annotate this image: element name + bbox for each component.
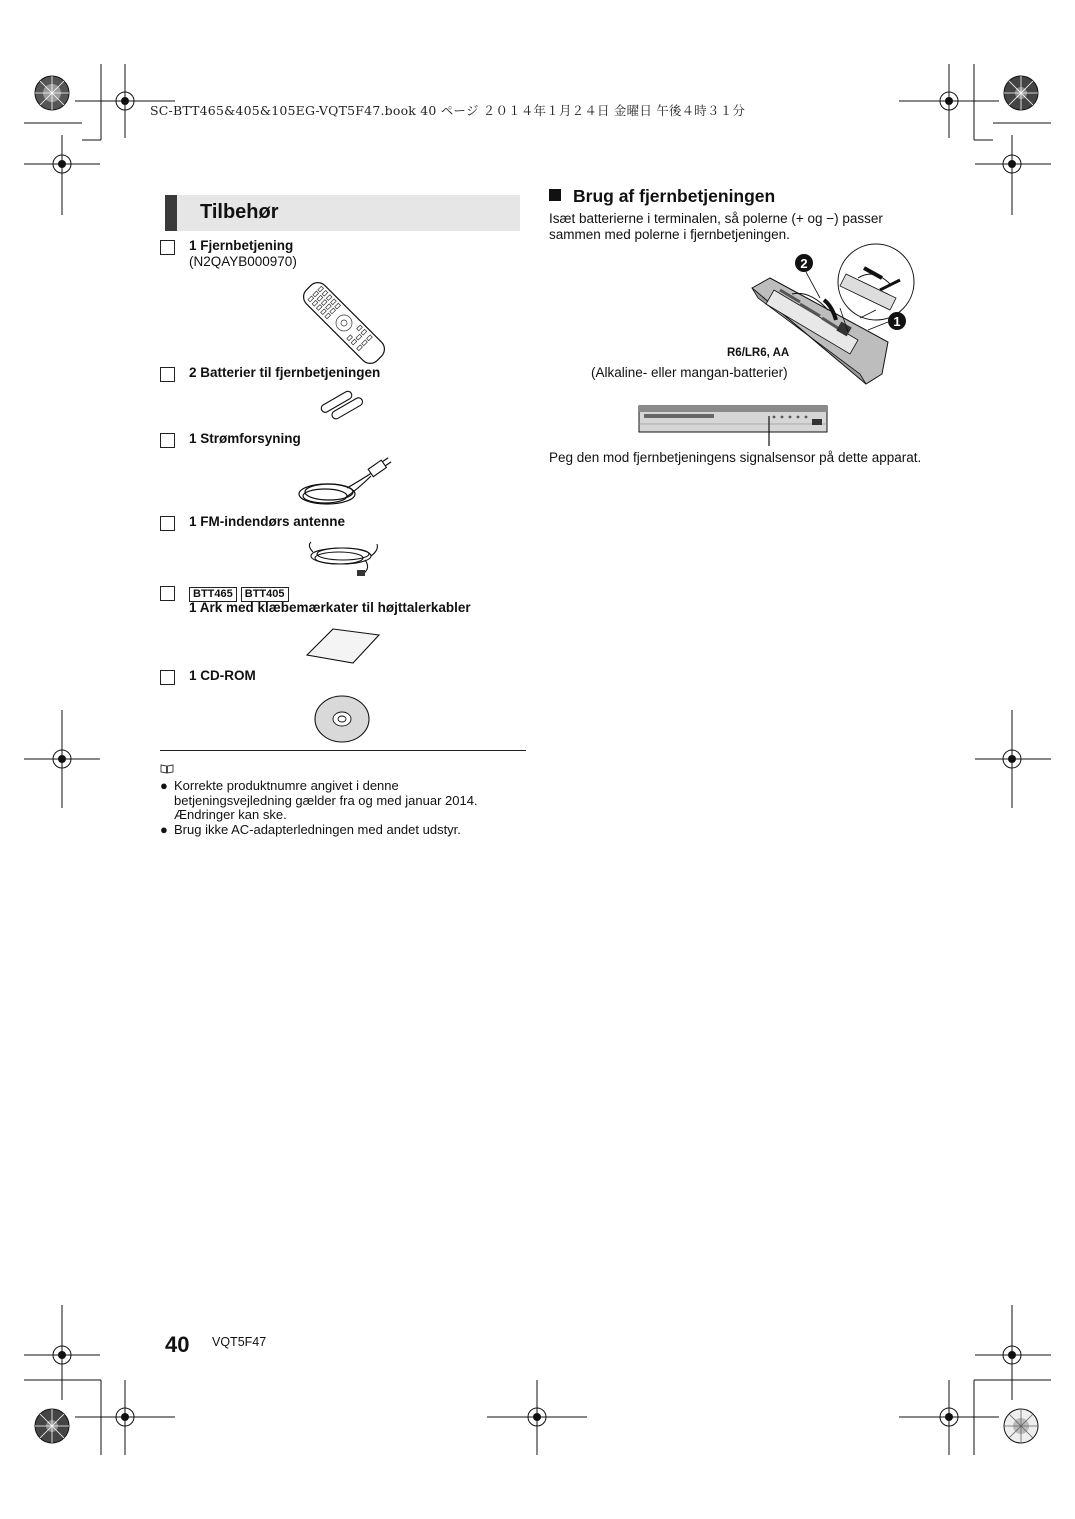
checkbox-power-supply[interactable] (160, 433, 175, 448)
print-file-header: SC-BTT465&405&105EG-VQT5F47.book 40 ページ ２０１４年１月２４日 金曜日 午後４時３１分 (150, 103, 746, 118)
note-text: Brug ikke AC-adapterledningen med andet udstyr. (174, 822, 461, 837)
book-note-icon (160, 764, 174, 774)
document-code: VQT5F47 (212, 1335, 267, 1349)
checkbox-batteries[interactable] (160, 367, 175, 382)
remote-usage-heading (549, 186, 775, 207)
section-title: Tilbehør (200, 201, 279, 223)
battery-kind-note: (Alkaline- eller mangan-batterier) (591, 365, 788, 380)
model-badge-btt465: BTT465 (189, 587, 237, 602)
checkbox-fm-antenna[interactable] (160, 516, 175, 531)
batteries-illustration (320, 391, 366, 419)
player-unit-illustration (638, 404, 830, 448)
section-accent-bar (165, 195, 177, 231)
model-badge-btt405: BTT405 (241, 587, 289, 602)
item-label-batteries: 2 Batterier til fjernbetjeningen (189, 365, 381, 380)
cd-rom-illustration (313, 694, 371, 744)
checkbox-cd-rom[interactable] (160, 670, 175, 685)
bullet-icon: ● (160, 822, 168, 837)
remote-control-illustration (303, 278, 385, 368)
fm-antenna-illustration (305, 540, 383, 578)
checkbox-sticker-sheet[interactable] (160, 586, 175, 601)
power-cord-illustration (295, 452, 395, 510)
notes-divider (160, 750, 526, 751)
checkbox-remote[interactable] (160, 240, 175, 255)
item-part-number: (N2QAYB000970) (189, 254, 297, 269)
note-text: Korrekte produktnumre angivet i denne betjeningsvejledning gælder fra og med januar 2014. Ændringer kan ske. (174, 778, 478, 822)
signal-sensor-instruction: Peg den mod fjernbetjeningens signalsensor på dette apparat. (549, 450, 922, 465)
section-header-accessories (165, 195, 520, 231)
item-label-sticker-sheet: 1 Ark med klæbemærkater til højttalerkabler (189, 600, 471, 615)
step-marker-1-label: 1 (893, 314, 901, 329)
battery-insert-instruction: Isæt batterierne i terminalen, så polerne (+ og −) passer sammen med polerne i fjernbetjeningen. (549, 211, 883, 242)
bullet-icon: ● (160, 778, 168, 793)
page-number: 40 (165, 1332, 190, 1357)
step-marker-2-label: 2 (800, 256, 808, 271)
item-label-cd-rom: 1 CD-ROM (189, 668, 256, 683)
remote-usage-heading-text: Brug af fjernbetjeningen (573, 186, 776, 206)
square-bullet-icon (549, 189, 561, 201)
item-label-power-supply: 1 Strømforsyning (189, 431, 301, 446)
battery-type-label: R6/LR6, AA (727, 347, 790, 359)
sticker-sheet-illustration (305, 627, 381, 665)
item-label-remote: 1 Fjernbetjening (189, 238, 294, 253)
item-label-fm-antenna: 1 FM-indendørs antenne (189, 514, 346, 529)
